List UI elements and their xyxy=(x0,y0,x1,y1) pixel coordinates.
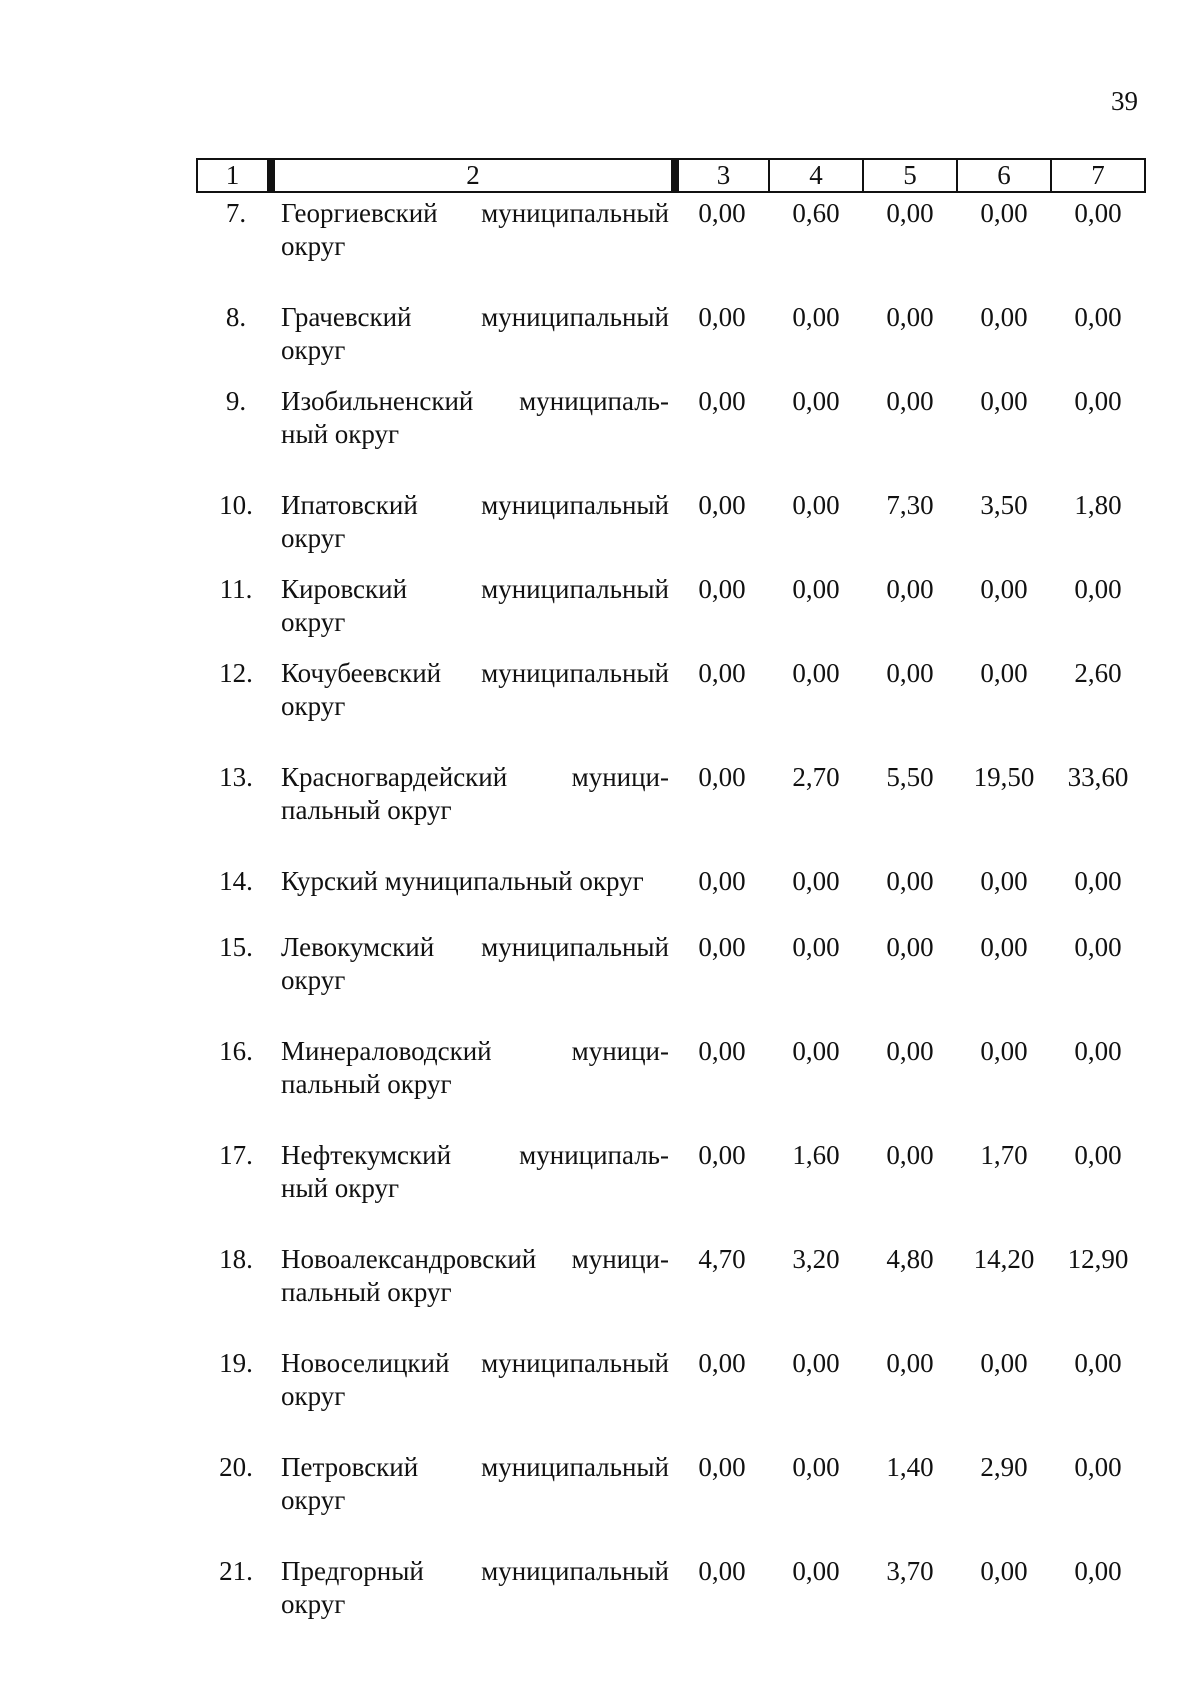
row-number: 13. xyxy=(219,762,253,792)
district-name xyxy=(271,381,675,485)
table-row xyxy=(197,1135,1145,1239)
value-col-4: 0,00 xyxy=(792,658,840,688)
table-row xyxy=(197,192,1145,297)
value-col-6: 3,50 xyxy=(980,490,1028,520)
value-col-4: 0,60 xyxy=(792,198,840,228)
row-number: 18. xyxy=(219,1244,253,1274)
value-col-6: 0,00 xyxy=(980,302,1028,332)
district-name-part-2: муниципальный xyxy=(481,932,669,962)
value-col-4: 0,00 xyxy=(792,574,840,604)
district-name-part-2: муниципальный xyxy=(481,490,669,520)
table-row xyxy=(197,653,1145,757)
value-col-3: 0,00 xyxy=(698,866,746,896)
value-col-4: 0,00 xyxy=(792,490,840,520)
row-number: 7. xyxy=(225,198,247,228)
row-number: 12. xyxy=(219,658,253,688)
value-col-7: 0,00 xyxy=(1074,1140,1122,1170)
district-name-part-2: муниципальный xyxy=(481,574,669,604)
district-name-line-2: ный округ xyxy=(281,1173,400,1203)
value-col-7: 0,00 xyxy=(1074,574,1122,604)
table-row xyxy=(197,485,1145,569)
value-col-7: 0,00 xyxy=(1074,1556,1122,1586)
value-col-3: 0,00 xyxy=(698,932,746,962)
table-row xyxy=(197,1031,1145,1135)
district-name xyxy=(271,1447,675,1551)
district-name-part-1: Нефтекумский xyxy=(281,1140,452,1170)
table-row xyxy=(197,1447,1145,1551)
value-col-7: 0,00 xyxy=(1074,302,1122,332)
value-col-7: 1,80 xyxy=(1074,490,1122,520)
value-col-5: 0,00 xyxy=(886,866,934,896)
district-name xyxy=(271,1551,675,1655)
district-name-part-2: муниципальный xyxy=(481,302,669,332)
table-body xyxy=(197,192,1145,1655)
row-number: 17. xyxy=(219,1140,253,1170)
district-name-part-1: Кировский xyxy=(281,574,408,604)
district-name xyxy=(271,1031,675,1135)
value-col-5: 0,00 xyxy=(886,386,934,416)
value-col-4: 0,00 xyxy=(792,386,840,416)
value-col-6: 0,00 xyxy=(980,1348,1028,1378)
district-name-line-2: округ xyxy=(281,1485,346,1515)
value-col-6: 2,90 xyxy=(980,1452,1028,1482)
district-name-part-1: Изобильненский xyxy=(281,386,474,416)
district-name xyxy=(271,1239,675,1343)
table-row xyxy=(197,1551,1145,1655)
value-col-3: 0,00 xyxy=(698,1036,746,1066)
value-col-5: 3,70 xyxy=(886,1556,934,1586)
value-col-5: 7,30 xyxy=(886,490,934,520)
table-row xyxy=(197,927,1145,1031)
district-name-part-1: Кочубеевский xyxy=(281,658,442,688)
value-col-4: 0,00 xyxy=(792,302,840,332)
district-name-line-2: округ xyxy=(281,1381,346,1411)
value-col-7: 2,60 xyxy=(1074,658,1122,688)
value-col-7: 0,00 xyxy=(1074,932,1122,962)
value-col-7: 12,90 xyxy=(1067,1244,1129,1274)
row-number: 16. xyxy=(219,1036,253,1066)
header-col-1: 1 xyxy=(197,159,271,192)
value-col-6: 0,00 xyxy=(980,1556,1028,1586)
district-name xyxy=(271,485,675,569)
district-name-line-2: округ xyxy=(281,965,346,995)
value-col-5: 0,00 xyxy=(886,658,934,688)
row-number: 19. xyxy=(219,1348,253,1378)
district-name xyxy=(271,1135,675,1239)
value-col-6: 0,00 xyxy=(980,866,1028,896)
district-name-line-2: округ xyxy=(281,231,346,261)
district-name-line-2: пальный округ xyxy=(281,795,452,825)
value-col-5: 1,40 xyxy=(886,1452,934,1482)
district-name xyxy=(271,653,675,757)
value-col-3: 0,00 xyxy=(698,302,746,332)
district-name-part-2: муниципальный xyxy=(481,1452,669,1482)
row-number: 15. xyxy=(219,932,253,962)
district-name-line-2: пальный округ xyxy=(281,1277,452,1307)
value-col-7: 0,00 xyxy=(1074,198,1122,228)
value-col-5: 0,00 xyxy=(886,1140,934,1170)
district-name xyxy=(271,569,675,653)
table-row xyxy=(197,381,1145,485)
district-name-part-1: Минераловодский xyxy=(281,1036,492,1066)
value-col-4: 0,00 xyxy=(792,1036,840,1066)
district-name-line-2: округ xyxy=(281,691,346,721)
value-col-3: 0,00 xyxy=(698,1140,746,1170)
district-name xyxy=(271,1343,675,1447)
district-name-part-1: Курский муниципальный округ xyxy=(281,866,644,896)
district-name-part-2: муниципальный xyxy=(481,658,669,688)
district-name-part-1: Георгиевский xyxy=(281,198,438,228)
value-col-5: 5,50 xyxy=(886,762,934,792)
value-col-5: 0,00 xyxy=(886,574,934,604)
value-col-5: 4,80 xyxy=(886,1244,934,1274)
district-name-part-1: Новоалександровский xyxy=(281,1244,537,1274)
district-name-part-2: муниципальный xyxy=(481,1556,669,1586)
value-col-5: 0,00 xyxy=(886,1348,934,1378)
value-col-4: 0,00 xyxy=(792,1348,840,1378)
district-name-part-1: Грачевский xyxy=(281,302,412,332)
value-col-4: 0,00 xyxy=(792,932,840,962)
value-col-7: 0,00 xyxy=(1074,1348,1122,1378)
header-col-4: 4 xyxy=(769,159,863,192)
district-name xyxy=(271,861,675,927)
district-name-part-2: муниципальный xyxy=(481,1348,669,1378)
value-col-3: 4,70 xyxy=(698,1244,746,1274)
value-col-7: 33,60 xyxy=(1067,762,1129,792)
row-number: 11. xyxy=(219,574,253,604)
district-name-part-1: Ипатовский xyxy=(281,490,418,520)
row-number: 20. xyxy=(219,1452,253,1482)
value-col-7: 0,00 xyxy=(1074,866,1122,896)
district-name-part-2: муници- xyxy=(571,1036,669,1066)
row-number: 10. xyxy=(219,490,253,520)
value-col-6: 14,20 xyxy=(973,1244,1035,1274)
value-col-5: 0,00 xyxy=(886,1036,934,1066)
table-row xyxy=(197,1239,1145,1343)
district-name-line-2: пальный округ xyxy=(281,1069,452,1099)
value-col-4: 2,70 xyxy=(792,762,840,792)
value-col-6: 0,00 xyxy=(980,1036,1028,1066)
row-number: 8. xyxy=(225,302,247,332)
row-number: 21. xyxy=(219,1556,253,1586)
value-col-4: 0,00 xyxy=(792,866,840,896)
value-col-4: 1,60 xyxy=(792,1140,840,1170)
district-name-part-2: муници- xyxy=(571,762,669,792)
header-col-6: 6 xyxy=(957,159,1051,192)
district-name-line-2: ный округ xyxy=(281,419,400,449)
value-col-5: 0,00 xyxy=(886,932,934,962)
table-header xyxy=(197,159,1145,192)
district-name-part-1: Красногвардейский xyxy=(281,762,508,792)
district-name-part-1: Новоселицкий xyxy=(281,1348,450,1378)
value-col-4: 0,00 xyxy=(792,1452,840,1482)
value-col-7: 0,00 xyxy=(1074,1452,1122,1482)
district-name-part-1: Петровский xyxy=(281,1452,419,1482)
value-col-6: 1,70 xyxy=(980,1140,1028,1170)
value-col-5: 0,00 xyxy=(886,198,934,228)
row-number: 9. xyxy=(225,386,247,416)
district-name-part-1: Предгорный xyxy=(281,1556,424,1586)
district-name-part-2: муниципаль- xyxy=(519,386,669,416)
value-col-6: 0,00 xyxy=(980,386,1028,416)
value-col-3: 0,00 xyxy=(698,198,746,228)
district-name-part-2: муниципальный xyxy=(481,198,669,228)
value-col-3: 0,00 xyxy=(698,386,746,416)
header-col-5: 5 xyxy=(863,159,957,192)
value-col-3: 0,00 xyxy=(698,1452,746,1482)
district-name-part-1: Левокумский xyxy=(281,932,435,962)
district-name xyxy=(271,927,675,1031)
value-col-3: 0,00 xyxy=(698,1348,746,1378)
district-name-line-2: округ xyxy=(281,1589,346,1619)
table-row xyxy=(197,1343,1145,1447)
value-col-3: 0,00 xyxy=(698,574,746,604)
district-name xyxy=(271,192,675,297)
row-number: 14. xyxy=(219,866,253,896)
district-name-line-2: округ xyxy=(281,335,346,365)
value-col-3: 0,00 xyxy=(698,1556,746,1586)
value-col-6: 0,00 xyxy=(980,658,1028,688)
value-col-7: 0,00 xyxy=(1074,1036,1122,1066)
table-row xyxy=(197,297,1145,381)
header-col-7: 7 xyxy=(1051,159,1145,192)
district-name-line-2: округ xyxy=(281,523,346,553)
header-col-3: 3 xyxy=(675,159,769,192)
value-col-7: 0,00 xyxy=(1074,386,1122,416)
district-name-part-2: муниципаль- xyxy=(519,1140,669,1170)
table-row xyxy=(197,757,1145,861)
value-col-6: 0,00 xyxy=(980,932,1028,962)
table-row xyxy=(197,861,1145,927)
value-col-6: 0,00 xyxy=(980,198,1028,228)
value-col-3: 0,00 xyxy=(698,658,746,688)
value-col-4: 0,00 xyxy=(792,1556,840,1586)
district-name xyxy=(271,757,675,861)
district-name-line-2: округ xyxy=(281,607,346,637)
value-col-6: 19,50 xyxy=(973,762,1035,792)
page-number: 39 xyxy=(1111,86,1138,116)
data-table xyxy=(196,158,1146,1655)
value-col-3: 0,00 xyxy=(698,762,746,792)
district-name-part-2: муници- xyxy=(571,1244,669,1274)
value-col-3: 0,00 xyxy=(698,490,746,520)
value-col-4: 3,20 xyxy=(792,1244,840,1274)
value-col-5: 0,00 xyxy=(886,302,934,332)
value-col-6: 0,00 xyxy=(980,574,1028,604)
district-name xyxy=(271,297,675,381)
header-col-2: 2 xyxy=(271,159,675,192)
table-row xyxy=(197,569,1145,653)
